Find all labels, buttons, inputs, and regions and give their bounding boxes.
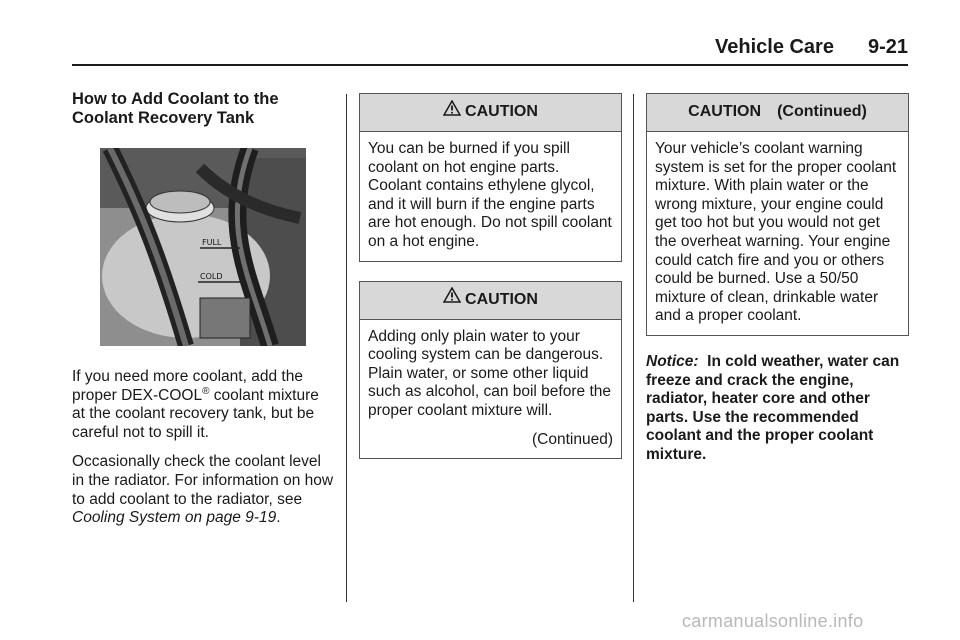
column-left [72, 90, 334, 528]
continued-label: (Continued) [532, 430, 613, 448]
notice-paragraph: Notice: In cold weather, water can freeze and crack the engine, radiator, heater core and other parts. Use the recommended coolant and the proper coolant mixture. [646, 352, 900, 463]
caution-header: CAUTION [360, 94, 621, 132]
svg-text:COLD: COLD [200, 272, 223, 281]
page-number: 9-21 [867, 36, 908, 58]
caution-box-plain-water [359, 281, 622, 460]
coolant-tank-photo [100, 148, 306, 346]
caution-box-burn [359, 93, 622, 262]
notice-label: Notice: [646, 352, 699, 370]
column-divider-2 [633, 94, 634, 602]
caution-box-continued [646, 93, 909, 336]
section-title: Vehicle Care [715, 36, 834, 58]
svg-text:FULL: FULL [202, 238, 222, 247]
caution-text: You can be burned if you spill coolant on hot engine parts. Coolant contains ethylene glycol, and it will burn if the engine parts are hot enough. Do not spill coolant on a hot engine. [368, 140, 612, 250]
caution-header: CAUTION (Continued) [647, 94, 908, 132]
page-header [72, 36, 908, 66]
paragraph-check-radiator: Occasionally check the coolant level in the radiator. For information on how to add coolant to the radiator, see Cooling System on page 9-19. [72, 453, 334, 527]
warning-triangle-icon [443, 287, 461, 303]
watermark: carmanualsonline.info [682, 611, 864, 631]
section-heading: How to Add Coolant to the Coolant Recovery Tank [72, 90, 279, 127]
column-right [646, 93, 909, 465]
cross-reference-link[interactable]: Cooling System on page 9-19 [72, 509, 277, 527]
column-divider-1 [346, 94, 347, 602]
paragraph-add-coolant: If you need more coolant, add the proper DEX-COOL® coolant mixture at the coolant recovery tank, but be careful not to spill it. [72, 368, 319, 441]
column-middle [359, 93, 622, 478]
warning-triangle-icon [443, 100, 461, 116]
caution-text: Adding only plain water to your cooling system can be dangerous. Plain water, or some other liquid such as alcohol, can boil before the proper coolant mixture will. (Continued) [368, 327, 613, 448]
caution-header: CAUTION [360, 282, 621, 320]
caution-text: Your vehicle’s coolant warning system is set for the proper coolant mixture. With plain water or the wrong mixture, your engine could get too hot but you would not get the overheat warning. Your engine could catch fire and you or others could be burned. Use a 50/50 mixture of clean, drinkable water and a proper coolant. [655, 140, 897, 325]
